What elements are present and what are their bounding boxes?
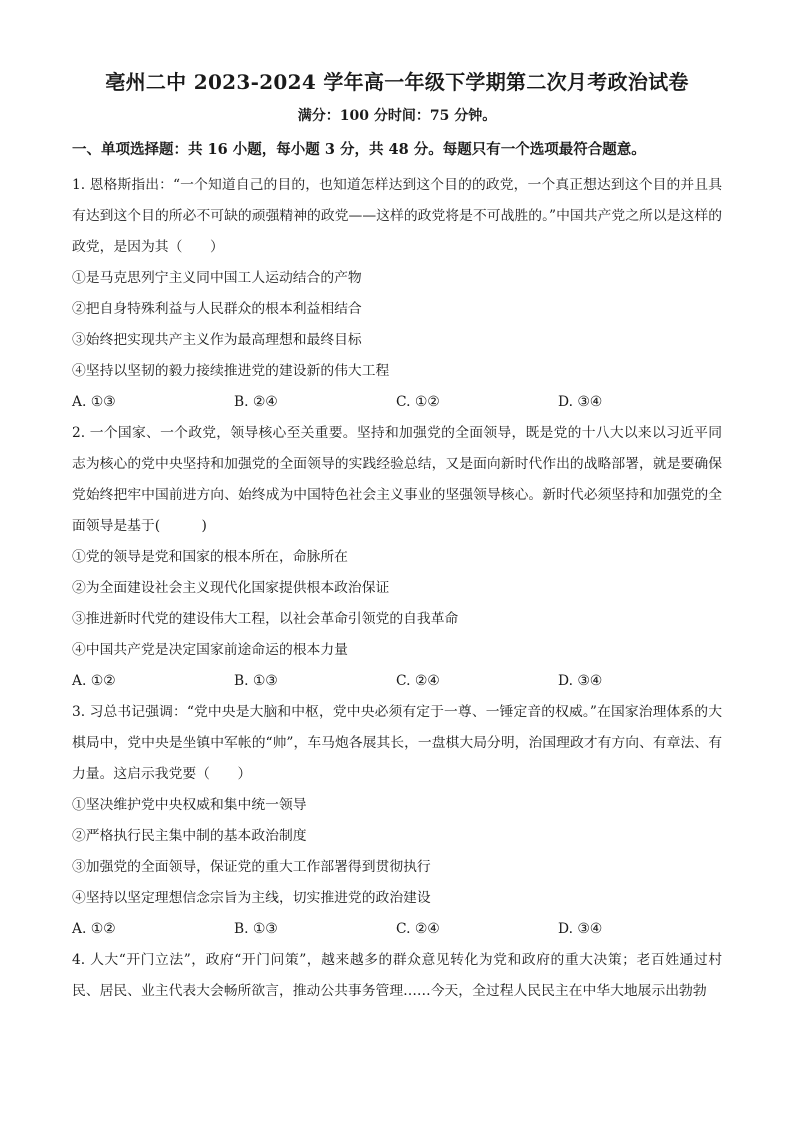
- choice-c: C. ②④: [396, 673, 440, 689]
- question-option: ②严格执行民主集中制的基本政治制度: [72, 828, 307, 844]
- question-option: ③始终把实现共产主义作为最高理想和最终目标: [72, 332, 362, 348]
- question-stem: 1. 恩格斯指出：“一个知道自己的目的，也知道怎样达到这个目的的政党，一个真正想达到这个目的并且具有达到这个目的所必不可缺的顽强精神的政党——这样的政党将是不可战胜的。”中国共产党之所以是这样的政党，是因为其（ ）: [72, 177, 722, 255]
- choice-a: A. ①②: [72, 921, 116, 937]
- question-option: ③加强党的全面领导，保证党的重大工作部署得到贯彻执行: [72, 859, 431, 875]
- choice-a: A. ①③: [72, 394, 116, 410]
- question-option: ①坚决维护党中央权威和集中统一领导: [72, 797, 307, 813]
- section-header: 一、单项选择题：共 16 小题，每小题 3 分，共 48 分。每题只有一个选项最符合题意。: [72, 141, 646, 158]
- question-option: ④坚持以坚韧的毅力接续推进党的建设新的伟大工程: [72, 363, 390, 379]
- question-option: ①党的领导是党和国家的根本所在，命脉所在: [72, 549, 348, 565]
- exam-subtitle: 满分：100 分时间：75 分钟。: [297, 108, 497, 124]
- question-option: ③推进新时代党的建设伟大工程，以社会革命引领党的自我革命: [72, 611, 459, 627]
- choice-b: B. ②④: [234, 394, 278, 410]
- choice-c: C. ②④: [396, 921, 440, 937]
- choice-d: D. ③④: [558, 673, 603, 689]
- question-option: ②把自身特殊利益与人民群众的根本利益相结合: [72, 301, 362, 317]
- question-3: [72, 697, 722, 945]
- question-stem: 2. 一个国家、一个政党，领导核心至关重要。坚持和加强党的全面领导，既是党的十八大以来以习近平同志为核心的党中央坚持和加强党的全面领导的实践经验总结，又是面向新时代作出的战略部署，就是要确保党始终把牢中国前进方向、始终成为中国特色社会主义事业的坚强领导核心。新时代必须坚持和加强党的全面领导是基于( ): [72, 425, 722, 534]
- question-stem: 4. 人大“开门立法”，政府“开门问策”，越来越多的群众意见转化为党和政府的重大决策；老百姓通过村民、居民、业主代表大会畅所欲言，推动公共事务管理……今天，全过程人民民主在中华大地展示出勃勃: [72, 952, 722, 999]
- answer-choices: [72, 914, 722, 945]
- question-option: ①是马克思列宁主义同中国工人运动结合的产物: [72, 270, 362, 286]
- choice-a: A. ①②: [72, 673, 116, 689]
- question-stem: 3. 习总书记强调：“党中央是大脑和中枢，党中央必须有定于一尊、一锤定音的权威。”在国家治理体系的大棋局中，党中央是坐镇中军帐的“帅”，车马炮各展其长，一盘棋大局分明，治国理政才有方向、有章法、有力量。这启示我党要（ ）: [72, 704, 722, 782]
- choice-b: B. ①③: [234, 921, 278, 937]
- question-option: ②为全面建设社会主义现代化国家提供根本政治保证: [72, 580, 390, 596]
- choice-c: C. ①②: [396, 394, 440, 410]
- answer-choices: [72, 387, 722, 418]
- choice-d: D. ③④: [558, 394, 603, 410]
- question-4: [72, 945, 722, 1007]
- choice-d: D. ③④: [558, 921, 603, 937]
- question-option: ④中国共产党是决定国家前途命运的根本力量: [72, 642, 348, 658]
- question-option: ④坚持以坚定理想信念宗旨为主线，切实推进党的政治建设: [72, 890, 431, 906]
- exam-title: 亳州二中 2023-2024 学年高一年级下学期第二次月考政治试卷: [105, 70, 689, 94]
- choice-b: B. ①③: [234, 673, 278, 689]
- question-1: [72, 170, 722, 418]
- question-2: [72, 418, 722, 697]
- answer-choices: [72, 666, 722, 697]
- question-list: [72, 170, 722, 1007]
